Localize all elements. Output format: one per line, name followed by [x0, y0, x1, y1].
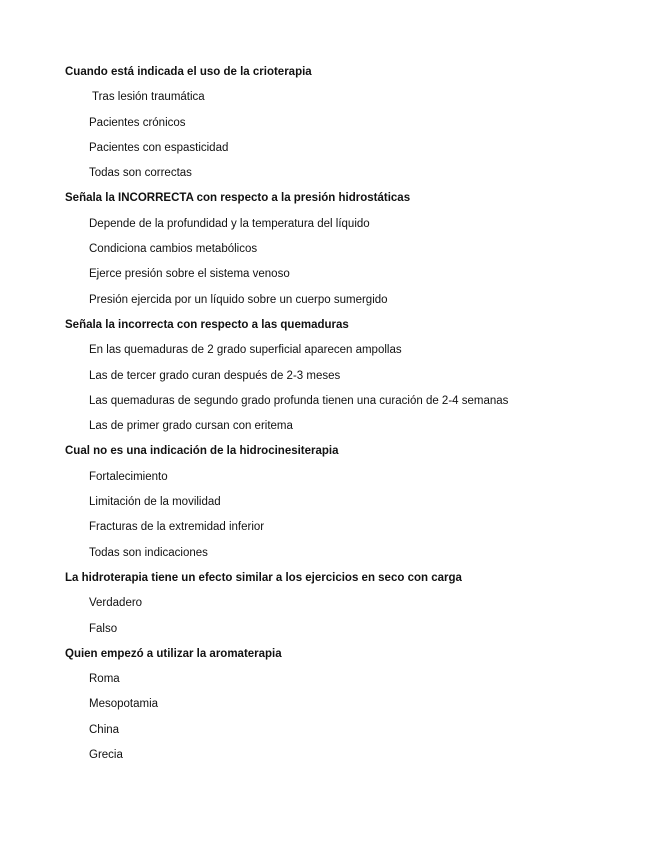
question-title: La hidroterapia tiene un efecto similar a los ejercicios en seco con carga	[65, 571, 462, 584]
question-hidrocinesiterapia	[65, 442, 625, 568]
answer-option[interactable]: Las quemaduras de segundo grado profunda tienen una curación de 2-4 semanas	[89, 394, 509, 407]
answer-option[interactable]: Pacientes con espasticidad	[89, 141, 229, 154]
answer-option[interactable]: Todas son indicaciones	[89, 546, 208, 559]
answer-option[interactable]: Pacientes crónicos	[89, 116, 186, 129]
question-title: Cuando está indicada el uso de la crioterapia	[65, 66, 312, 78]
answer-option[interactable]: Condiciona cambios metabólicos	[89, 243, 258, 256]
question-title: Señala la INCORRECTA con respecto a la presión hidrostáticas	[65, 192, 411, 205]
question-hidroterapia	[65, 569, 625, 645]
question-title: Señala la incorrecta con respecto a las quemaduras	[65, 318, 349, 331]
answer-option[interactable]: Roma	[89, 673, 120, 686]
answer-option[interactable]: Las de tercer grado curan después de 2-3 meses	[89, 369, 341, 382]
answer-option[interactable]: Grecia	[89, 749, 123, 762]
answer-option[interactable]: Falso	[89, 622, 118, 635]
question-title: Quien empezó a utilizar la aromaterapia	[65, 647, 282, 660]
answer-option[interactable]: Fracturas de la extremidad inferior	[89, 521, 265, 534]
answer-option[interactable]: Fortalecimiento	[89, 470, 168, 483]
answer-option[interactable]: Todas son correctas	[89, 167, 192, 180]
question-quemaduras	[65, 316, 625, 442]
answer-option[interactable]: Depende de la profundidad y la temperatura del líquido	[89, 217, 370, 230]
question-title: Cual no es una indicación de la hidrocinesiterapia	[65, 445, 339, 458]
question-crioterapia	[65, 63, 625, 189]
answer-option[interactable]: Presión ejercida por un líquido sobre un cuerpo sumergido	[89, 293, 388, 306]
question-aromaterapia	[65, 645, 625, 771]
question-presion-hidrostatica	[65, 189, 625, 315]
quiz	[65, 63, 625, 771]
answer-option[interactable]: Ejerce presión sobre el sistema venoso	[89, 268, 290, 281]
answer-option[interactable]: Mesopotamia	[89, 698, 159, 711]
answer-option[interactable]: Las de primer grado cursan con eritema	[89, 420, 293, 433]
answer-option[interactable]: Limitación de la movilidad	[89, 496, 221, 509]
answer-option[interactable]: China	[89, 723, 120, 736]
answer-option[interactable]: En las quemaduras de 2 grado superficial aparecen ampollas	[89, 344, 402, 357]
answer-option[interactable]: Verdadero	[89, 597, 143, 610]
answer-option[interactable]: Tras lesión traumática	[92, 91, 205, 104]
